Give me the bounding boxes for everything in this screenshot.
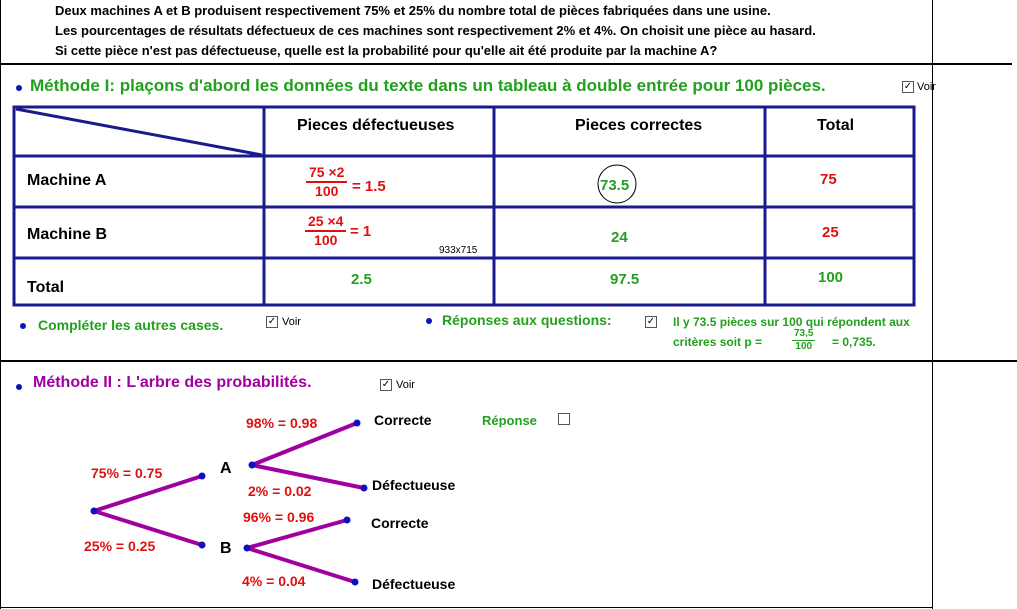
problem-line-3: Si cette pièce n'est pas défectueuse, quelle est la probabilité pour qu'elle ait été produite par la machine A? bbox=[55, 43, 718, 58]
prob-b-defect-label: 4% = 0.04 bbox=[242, 573, 306, 589]
reponse-label: Réponse bbox=[482, 413, 537, 428]
outcome-b-correct: Correcte bbox=[371, 515, 429, 531]
row-a-defect-result: = 1.5 bbox=[352, 178, 386, 195]
answers-label: Réponses aux questions: bbox=[442, 312, 612, 328]
method2-voir-checkbox[interactable]: ✓ bbox=[381, 379, 391, 390]
row-total-correct: 97.5 bbox=[610, 271, 640, 288]
answers-frac-num: 73,5 bbox=[794, 328, 814, 339]
row-b-correct: 24 bbox=[611, 229, 628, 246]
size-label: 933x715 bbox=[439, 245, 478, 256]
row-a-frac-num: 75 ×2 bbox=[306, 164, 347, 183]
row-total-label: Total bbox=[27, 279, 65, 296]
row-b-frac-num: 25 ×4 bbox=[305, 213, 346, 232]
node-a-defect[interactable] bbox=[361, 485, 368, 492]
method1-voir-checkbox[interactable]: ✓ bbox=[903, 81, 913, 92]
row-a-correct: 73.5 bbox=[600, 177, 630, 194]
outcome-a-defect: Défectueuse bbox=[372, 477, 456, 493]
row-a-frac-den: 100 bbox=[315, 183, 339, 199]
node-a-end[interactable] bbox=[199, 473, 206, 480]
row-b-total: 25 bbox=[822, 224, 839, 241]
row-total-total: 100 bbox=[818, 269, 844, 286]
node-root[interactable] bbox=[91, 508, 98, 515]
method2-voir-label: Voir bbox=[396, 379, 415, 391]
node-a-label: A bbox=[220, 460, 232, 477]
outcome-a-correct: Correcte bbox=[374, 412, 432, 428]
answers-checkbox[interactable]: ✓ bbox=[646, 316, 656, 327]
branch-root-a bbox=[94, 476, 202, 511]
problem-line-1: Deux machines A et B produisent respectivement 75% et 25% du nombre total de pièces fabriquées dans une usine. bbox=[55, 3, 771, 18]
prob-a-label: 75% = 0.75 bbox=[91, 465, 163, 481]
node-b-label: B bbox=[220, 540, 232, 557]
answers-frac-den: 100 bbox=[795, 341, 813, 352]
answers-line-2: critères soit p = bbox=[673, 335, 763, 349]
row-total-defect: 2.5 bbox=[351, 271, 372, 288]
node-b-defect[interactable] bbox=[352, 579, 359, 586]
prob-b-correct-label: 96% = 0.96 bbox=[243, 509, 315, 525]
row-b-frac-den: 100 bbox=[314, 232, 338, 248]
prob-b-label: 25% = 0.25 bbox=[84, 538, 156, 554]
node-a[interactable] bbox=[249, 462, 256, 469]
method1-voir-label: Voir bbox=[917, 81, 936, 93]
prob-a-correct-label: 98% = 0.98 bbox=[246, 415, 318, 431]
node-b[interactable] bbox=[244, 545, 251, 552]
header-defect: Pieces défectueuses bbox=[297, 117, 455, 134]
row-a-total: 75 bbox=[820, 171, 837, 188]
node-b-correct[interactable] bbox=[344, 517, 351, 524]
node-b-end[interactable] bbox=[199, 542, 206, 549]
header-total: Total bbox=[817, 117, 855, 134]
complete-voir-checkbox[interactable]: ✓ bbox=[267, 316, 277, 327]
row-a-label: Machine A bbox=[27, 172, 107, 189]
row-b-defect-result: = 1 bbox=[350, 223, 372, 240]
problem-line-2: Les pourcentages de résultats défectueux de ces machines sont respectivement 2% et 4%. On choisit une pièce au hasard. bbox=[55, 23, 816, 38]
outcome-b-defect: Défectueuse bbox=[372, 576, 456, 592]
node-a-correct[interactable] bbox=[354, 420, 361, 427]
row-b-label: Machine B bbox=[27, 226, 108, 243]
header-correct: Pieces correctes bbox=[575, 117, 703, 134]
method1-title: Méthode I: plaçons d'abord les données du texte dans un tableau à double entrée pour 100 pièces. bbox=[30, 76, 826, 95]
method2-title: Méthode II : L'arbre des probabilités. bbox=[33, 374, 312, 391]
answers-result: = 0,735. bbox=[832, 335, 876, 349]
complete-voir-label: Voir bbox=[282, 316, 301, 328]
complete-label: Compléter les autres cases. bbox=[38, 317, 224, 333]
answers-line-1: Il y 73.5 pièces sur 100 qui répondent aux bbox=[673, 315, 910, 329]
prob-a-defect-label: 2% = 0.02 bbox=[248, 483, 312, 499]
